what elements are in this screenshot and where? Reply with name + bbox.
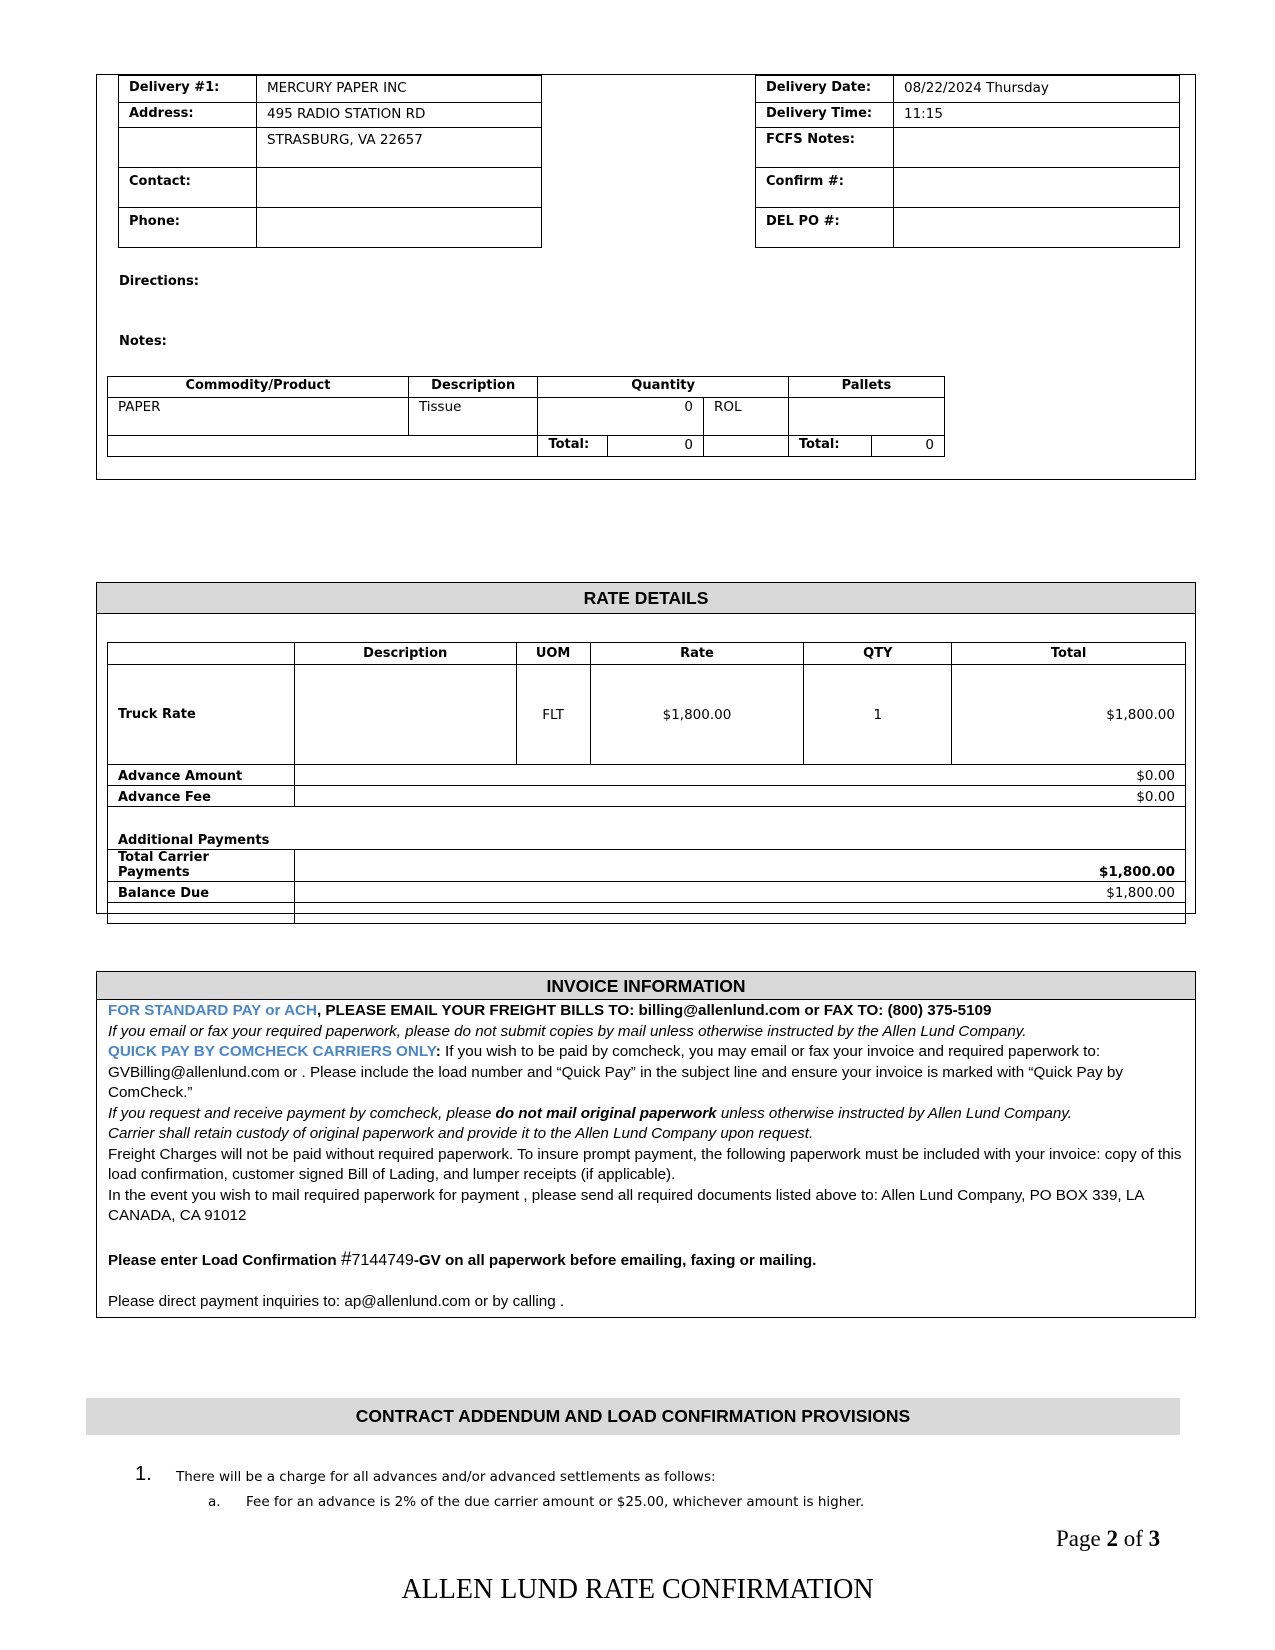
commodity-table xyxy=(107,376,945,457)
description-header: Description xyxy=(408,377,538,398)
delivery-date-label: Delivery Date: xyxy=(756,76,894,103)
truck-rate-rate: $1,800.00 xyxy=(590,665,804,765)
total-pallets-label: Total: xyxy=(788,436,871,457)
page-total: 3 xyxy=(1148,1526,1161,1551)
balance-due-value: $1,800.00 xyxy=(294,882,1185,903)
pallets-header: Pallets xyxy=(788,377,944,398)
rate-blank-row-value xyxy=(294,903,1185,924)
commodity-quantity: 0 xyxy=(538,398,704,436)
commodity-description: Tissue xyxy=(408,398,538,436)
load-confirmation-hash: # xyxy=(340,1248,352,1270)
quick-pay-instructions: If you wish to be paid by comcheck, you may email or fax your invoice and required paperwork to: GVBilling@allenlund.com or . Please include the load number and “Quick Pay” in the subject line and ensure your invoice is marked with “Quick Pay by ComCheck.” xyxy=(108,1043,1123,1101)
page-current: 2 xyxy=(1106,1526,1118,1551)
delivery-value: MERCURY PAPER INC xyxy=(257,76,542,103)
commodity-header: Commodity/Product xyxy=(108,377,409,398)
total-spacer xyxy=(108,436,538,457)
confirm-value xyxy=(894,168,1180,208)
sub-clause-text: Fee for an advance is 2% of the due carrier amount or $25.00, whichever amount is higher. xyxy=(246,1494,865,1510)
truck-rate-description xyxy=(294,665,516,765)
address-label-spacer xyxy=(119,128,257,168)
invoice-custody-note: Carrier shall retain custody of original paperwork and provide it to the Allen Lund Company upon request. xyxy=(108,1125,814,1142)
delivery-date-value: 08/22/2024 Thursday xyxy=(894,76,1180,103)
standard-pay-heading: FOR STANDARD PAY or ACH xyxy=(108,1002,317,1019)
load-confirmation-prefix: Please enter Load Confirmation xyxy=(108,1251,341,1269)
comcheck-note-bold: do not mail original paperwork xyxy=(495,1104,717,1122)
delivery-schedule-table xyxy=(755,75,1180,248)
del-po-value xyxy=(894,208,1180,248)
contact-value xyxy=(257,168,542,208)
advance-amount-label: Advance Amount xyxy=(108,765,295,786)
invoice-mail-address: In the event you wish to mail required paperwork for payment , please send all required documents listed above to: Allen Lund Company, PO BOX 339, LA CANADA, CA 91012 xyxy=(108,1186,1144,1224)
truck-rate-total: $1,800.00 xyxy=(952,665,1186,765)
commodity-unit: ROL xyxy=(704,398,789,436)
delivery-info-table xyxy=(118,75,542,248)
sub-clause-letter: a. xyxy=(208,1494,221,1510)
rate-details-title: RATE DETAILS xyxy=(97,583,1195,614)
footer-title: ALLEN LUND RATE CONFIRMATION xyxy=(401,1574,874,1605)
comcheck-note-start: If you request and receive payment by comcheck, please xyxy=(108,1104,496,1122)
phone-value xyxy=(257,208,542,248)
delivery-time-label: Delivery Time: xyxy=(756,103,894,128)
fcfs-notes-label: FCFS Notes: xyxy=(756,128,894,168)
truck-rate-uom: FLT xyxy=(516,665,590,765)
invoice-title: INVOICE INFORMATION xyxy=(97,972,1195,1000)
notes-label: Notes: xyxy=(119,334,167,349)
delivery-time-value: 11:15 xyxy=(894,103,1180,128)
address-line1: 495 RADIO STATION RD xyxy=(257,103,542,128)
clause-number: 1. xyxy=(135,1463,152,1485)
rate-header-rate: Rate xyxy=(590,643,804,665)
quick-pay-heading: QUICK PAY BY COMCHECK CARRIERS ONLY xyxy=(108,1043,436,1060)
rate-header-blank xyxy=(108,643,295,665)
phone-label: Phone: xyxy=(119,208,257,248)
commodity-pallets xyxy=(788,398,944,436)
invoice-paperwork-note: Freight Charges will not be paid without required paperwork. To insure prompt payment, the following paperwork must be included with your invoice: copy of this load confirmation, customer signed Bill of Lading, and lumper receipts (if applicable). xyxy=(108,1145,1182,1183)
fcfs-notes-value xyxy=(894,128,1180,168)
rate-header-total: Total xyxy=(952,643,1186,665)
rate-blank-row-label xyxy=(108,903,295,924)
directions-label: Directions: xyxy=(119,274,199,289)
total-qty-label: Total: xyxy=(538,436,608,457)
rate-header-description: Description xyxy=(294,643,516,665)
advance-amount-value: $0.00 xyxy=(294,765,1185,786)
contact-label: Contact: xyxy=(119,168,257,208)
page-number xyxy=(1056,1526,1160,1552)
address-line2: STRASBURG, VA 22657 xyxy=(257,128,542,168)
confirm-label: Confirm #: xyxy=(756,168,894,208)
total-unit-spacer xyxy=(704,436,789,457)
rate-table xyxy=(107,642,1186,924)
del-po-label: DEL PO #: xyxy=(756,208,894,248)
total-carrier-value: $1,800.00 xyxy=(294,850,1185,882)
invoice-body xyxy=(108,1001,1188,1313)
invoice-comcheck-note xyxy=(108,1104,1188,1125)
advance-fee-label: Advance Fee xyxy=(108,786,295,807)
load-confirmation-number: 7144749 xyxy=(351,1251,414,1269)
commodity-product: PAPER xyxy=(108,398,409,436)
invoice-load-confirmation xyxy=(108,1250,1188,1272)
rate-header-qty: QTY xyxy=(804,643,952,665)
additional-payments-label: Additional Payments xyxy=(108,807,1186,850)
comcheck-note-end: unless otherwise instructed by Allen Lund Company. xyxy=(716,1104,1073,1122)
total-qty-value: 0 xyxy=(608,436,704,457)
delivery-label: Delivery #1: xyxy=(119,76,257,103)
quick-pay-colon: : xyxy=(435,1043,441,1060)
total-carrier-label: Total Carrier Payments xyxy=(108,850,295,882)
advance-fee-value: $0.00 xyxy=(294,786,1185,807)
load-confirmation-suffix: -GV on all paperwork before emailing, faxing or mailing. xyxy=(413,1251,817,1269)
invoice-quick-pay xyxy=(108,1042,1188,1104)
quantity-header: Quantity xyxy=(538,377,788,398)
invoice-no-mail-note: If you email or fax your required paperwork, please do not submit copies by mail unless otherwise instructed by the Allen Lund Company. xyxy=(108,1022,1027,1040)
truck-rate-qty: 1 xyxy=(804,665,952,765)
address-label: Address: xyxy=(119,103,257,128)
invoice-standard-pay xyxy=(108,1001,1188,1022)
page-prefix: Page xyxy=(1056,1526,1107,1551)
total-pallets-value: 0 xyxy=(871,436,944,457)
standard-pay-instructions: , PLEASE EMAIL YOUR FREIGHT BILLS TO: billing@allenlund.com or FAX TO: (800) 375-5109 xyxy=(316,1002,992,1019)
invoice-payment-inquiries: Please direct payment inquiries to: ap@allenlund.com or by calling . xyxy=(108,1293,565,1310)
contract-addendum-title: CONTRACT ADDENDUM AND LOAD CONFIRMATION PROVISIONS xyxy=(86,1398,1180,1435)
clause-text: There will be a charge for all advances and/or advanced settlements as follows: xyxy=(176,1469,716,1485)
page-of: of xyxy=(1117,1526,1149,1551)
truck-rate-label: Truck Rate xyxy=(108,665,295,765)
balance-due-label: Balance Due xyxy=(108,882,295,903)
rate-header-uom: UOM xyxy=(516,643,590,665)
